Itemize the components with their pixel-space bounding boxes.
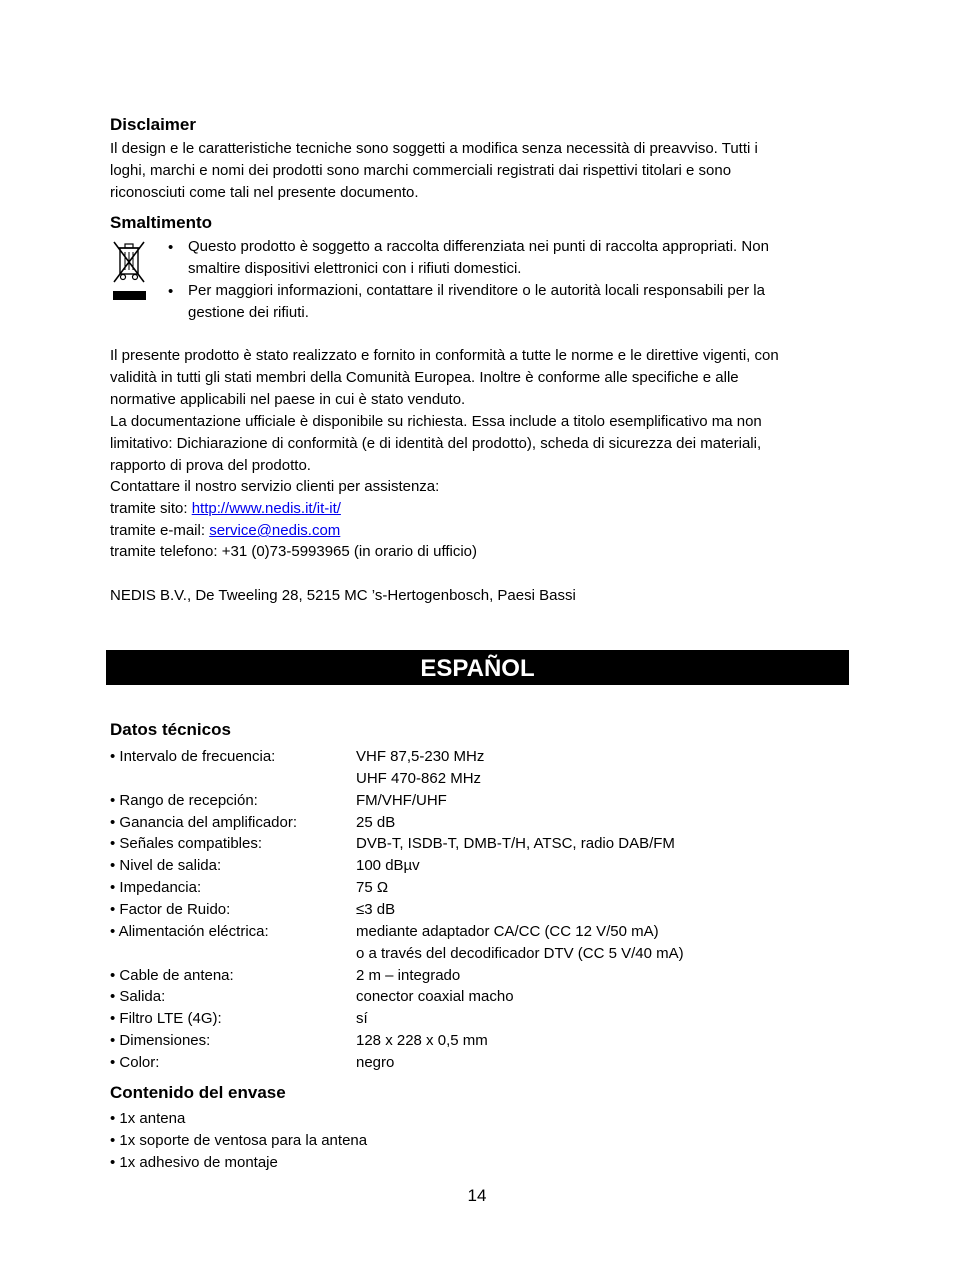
conformity-line: La documentazione ufficiale è disponibile su richiesta. Essa include a titolo esemplificativo ma non bbox=[110, 413, 762, 430]
contenido-item: • 1x soporte de ventosa para la antena bbox=[110, 1132, 368, 1149]
email-link[interactable]: service@nedis.com bbox=[209, 522, 341, 539]
spec-label: • Impedancia: bbox=[110, 879, 202, 896]
phone-line: tramite telefono: +31 (0)73-5993965 (in orario di ufficio) bbox=[110, 543, 478, 560]
contenido-heading: Contenido del envase bbox=[110, 1083, 286, 1102]
conformity-line: validità in tutti gli stati membri della Comunità Europea. Inoltre è conforme alle specifiche e alle bbox=[110, 369, 739, 386]
conformity-line: normative applicabili nel paese in cui è stato venduto. bbox=[110, 391, 466, 408]
spec-label: • Alimentación eléctrica: bbox=[110, 923, 269, 940]
spec-value: mediante adaptador CA/CC (CC 12 V/50 mA) bbox=[356, 923, 659, 940]
spec-label: • Ganancia del amplificador: bbox=[110, 814, 298, 831]
spec-value: sí bbox=[356, 1010, 368, 1027]
spec-label: • Intervalo de frecuencia: bbox=[110, 748, 276, 765]
spec-value: ≤3 dB bbox=[356, 901, 396, 918]
site-link[interactable]: http://www.nedis.it/it-it/ bbox=[191, 500, 341, 517]
disclaimer-heading: Disclaimer bbox=[110, 115, 196, 134]
spec-label: • Color: bbox=[110, 1054, 160, 1071]
weee-crossed-bin-icon bbox=[110, 240, 148, 302]
spec-value: 25 dB bbox=[356, 814, 396, 831]
language-banner: ESPAÑOL bbox=[106, 650, 849, 685]
spec-label: • Factor de Ruido: bbox=[110, 901, 231, 918]
email-line bbox=[110, 520, 340, 542]
disclaimer-line: Il design e le caratteristiche tecniche sono soggetti a modifica senza necessità di preavviso. Tutti i bbox=[110, 140, 758, 157]
smaltimento-bullet-line: gestione dei rifiuti. bbox=[188, 304, 309, 321]
smaltimento-bullet-line: Questo prodotto è soggetto a raccolta differenziata nei punti di raccolta appropriati. Non bbox=[188, 238, 769, 255]
spec-value: FM/VHF/UHF bbox=[356, 792, 447, 809]
spec-value: VHF 87,5-230 MHz bbox=[356, 748, 485, 765]
conformity-line: Contattare il nostro servizio clienti per assistenza: bbox=[110, 478, 440, 495]
spec-value: 2 m – integrado bbox=[356, 967, 461, 984]
conformity-line: limitativo: Dichiarazione di conformità (e di identità del prodotto), scheda di sicurezza dei materiali, bbox=[110, 435, 762, 452]
spec-label: • Salida: bbox=[110, 988, 166, 1005]
smaltimento-bullet-line: Per maggiori informazioni, contattare il rivenditore o le autorità locali responsabili per la bbox=[188, 282, 765, 299]
spec-value: DVB-T, ISDB-T, DMB-T/H, ATSC, radio DAB/FM bbox=[356, 835, 675, 852]
spec-label: • Filtro LTE (4G): bbox=[110, 1010, 222, 1027]
smaltimento-heading: Smaltimento bbox=[110, 213, 213, 232]
smaltimento-bullet-line: smaltire dispositivi elettronici con i rifiuti domestici. bbox=[188, 260, 522, 277]
spec-label: • Señales compatibles: bbox=[110, 835, 262, 852]
contenido-item: • 1x adhesivo de montaje bbox=[110, 1154, 278, 1171]
site-line bbox=[110, 498, 341, 520]
page-number: 14 bbox=[467, 1186, 487, 1205]
bullet-dot: • bbox=[168, 283, 174, 300]
spec-label: • Cable de antena: bbox=[110, 967, 234, 984]
email-label: tramite e-mail: bbox=[110, 522, 210, 539]
conformity-line: rapporto di prova del prodotto. bbox=[110, 457, 311, 474]
bullet-dot: • bbox=[168, 239, 174, 256]
contenido-item: • 1x antena bbox=[110, 1110, 186, 1127]
disclaimer-line: loghi, marchi e nomi dei prodotti sono marchi commerciali registrati dai rispettivi titolari e sono bbox=[110, 162, 732, 179]
spec-label: • Dimensiones: bbox=[110, 1032, 211, 1049]
spec-label: • Rango de recepción: bbox=[110, 792, 258, 809]
site-label: tramite sito: bbox=[110, 500, 192, 517]
spec-value: 100 dBµv bbox=[356, 857, 420, 874]
address-line: NEDIS B.V., De Tweeling 28, 5215 MC ’s-Hertogenbosch, Paesi Bassi bbox=[110, 587, 576, 604]
spec-value: UHF 470-862 MHz bbox=[356, 770, 482, 787]
spec-value: 128 x 228 x 0,5 mm bbox=[356, 1032, 488, 1049]
spec-value: 75 Ω bbox=[356, 879, 389, 896]
datos-heading: Datos técnicos bbox=[110, 720, 231, 739]
disclaimer-line: riconosciuti come tali nel presente documento. bbox=[110, 184, 419, 201]
spec-value: conector coaxial macho bbox=[356, 988, 514, 1005]
conformity-line: Il presente prodotto è stato realizzato e fornito in conformità a tutte le norme e le direttive vigenti, con bbox=[110, 347, 779, 364]
spec-label: • Nivel de salida: bbox=[110, 857, 222, 874]
spec-value: o a través del decodificador DTV (CC 5 V/40 mA) bbox=[356, 945, 684, 962]
spec-value: negro bbox=[356, 1054, 395, 1071]
